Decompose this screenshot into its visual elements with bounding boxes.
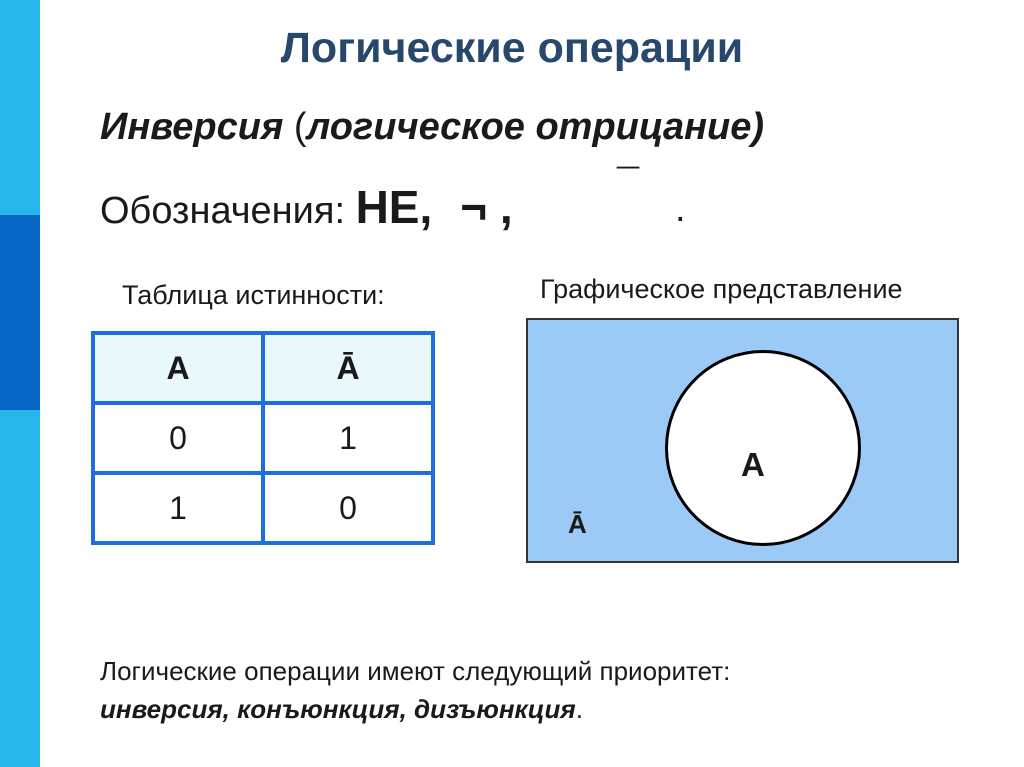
slide-title: Логические операции bbox=[280, 24, 744, 72]
notation-word-symbol: НЕ, bbox=[355, 181, 433, 233]
truth-table-label: Таблица истинности: bbox=[122, 280, 385, 310]
set-a-label: A bbox=[741, 446, 765, 483]
notation-line bbox=[100, 180, 513, 234]
inversion-open-paren: ( bbox=[293, 106, 307, 148]
truth-table bbox=[91, 331, 435, 545]
graphic-representation-label: Графическое представление bbox=[540, 274, 903, 304]
truth-table-row bbox=[93, 403, 433, 473]
notation-end: . bbox=[675, 188, 686, 230]
truth-table-header-row bbox=[93, 333, 433, 403]
venn-diagram bbox=[526, 318, 959, 563]
sidebar-decoration bbox=[0, 0, 40, 767]
priority-text: Логические операции имеют следующий приоритет: bbox=[100, 656, 731, 686]
priority-note bbox=[100, 652, 730, 728]
priority-end: . bbox=[575, 694, 583, 724]
notation-label: Обозначения: bbox=[100, 190, 346, 232]
truth-table-cell: 1 bbox=[93, 473, 263, 543]
sidebar-band-middle bbox=[0, 215, 40, 410]
not-a-label: Ā bbox=[568, 509, 587, 539]
sidebar-band-bottom bbox=[0, 410, 40, 767]
inversion-definition bbox=[100, 106, 764, 149]
truth-table-header-cell: Ā bbox=[263, 333, 433, 403]
truth-table-header-cell: A bbox=[93, 333, 263, 403]
truth-table-row bbox=[93, 473, 433, 543]
truth-table-cell: 0 bbox=[93, 403, 263, 473]
priority-order: инверсия, конъюнкция, дизъюнкция bbox=[100, 694, 576, 724]
notation-neg-symbol: ¬ , bbox=[460, 181, 513, 233]
inversion-term: Инверсия bbox=[100, 106, 284, 148]
truth-table-cell: 0 bbox=[263, 473, 433, 543]
truth-table-cell: 1 bbox=[263, 403, 433, 473]
inversion-synonym: логическое отрицание) bbox=[306, 106, 765, 148]
notation-overbar-symbol: ¯ bbox=[617, 162, 640, 206]
